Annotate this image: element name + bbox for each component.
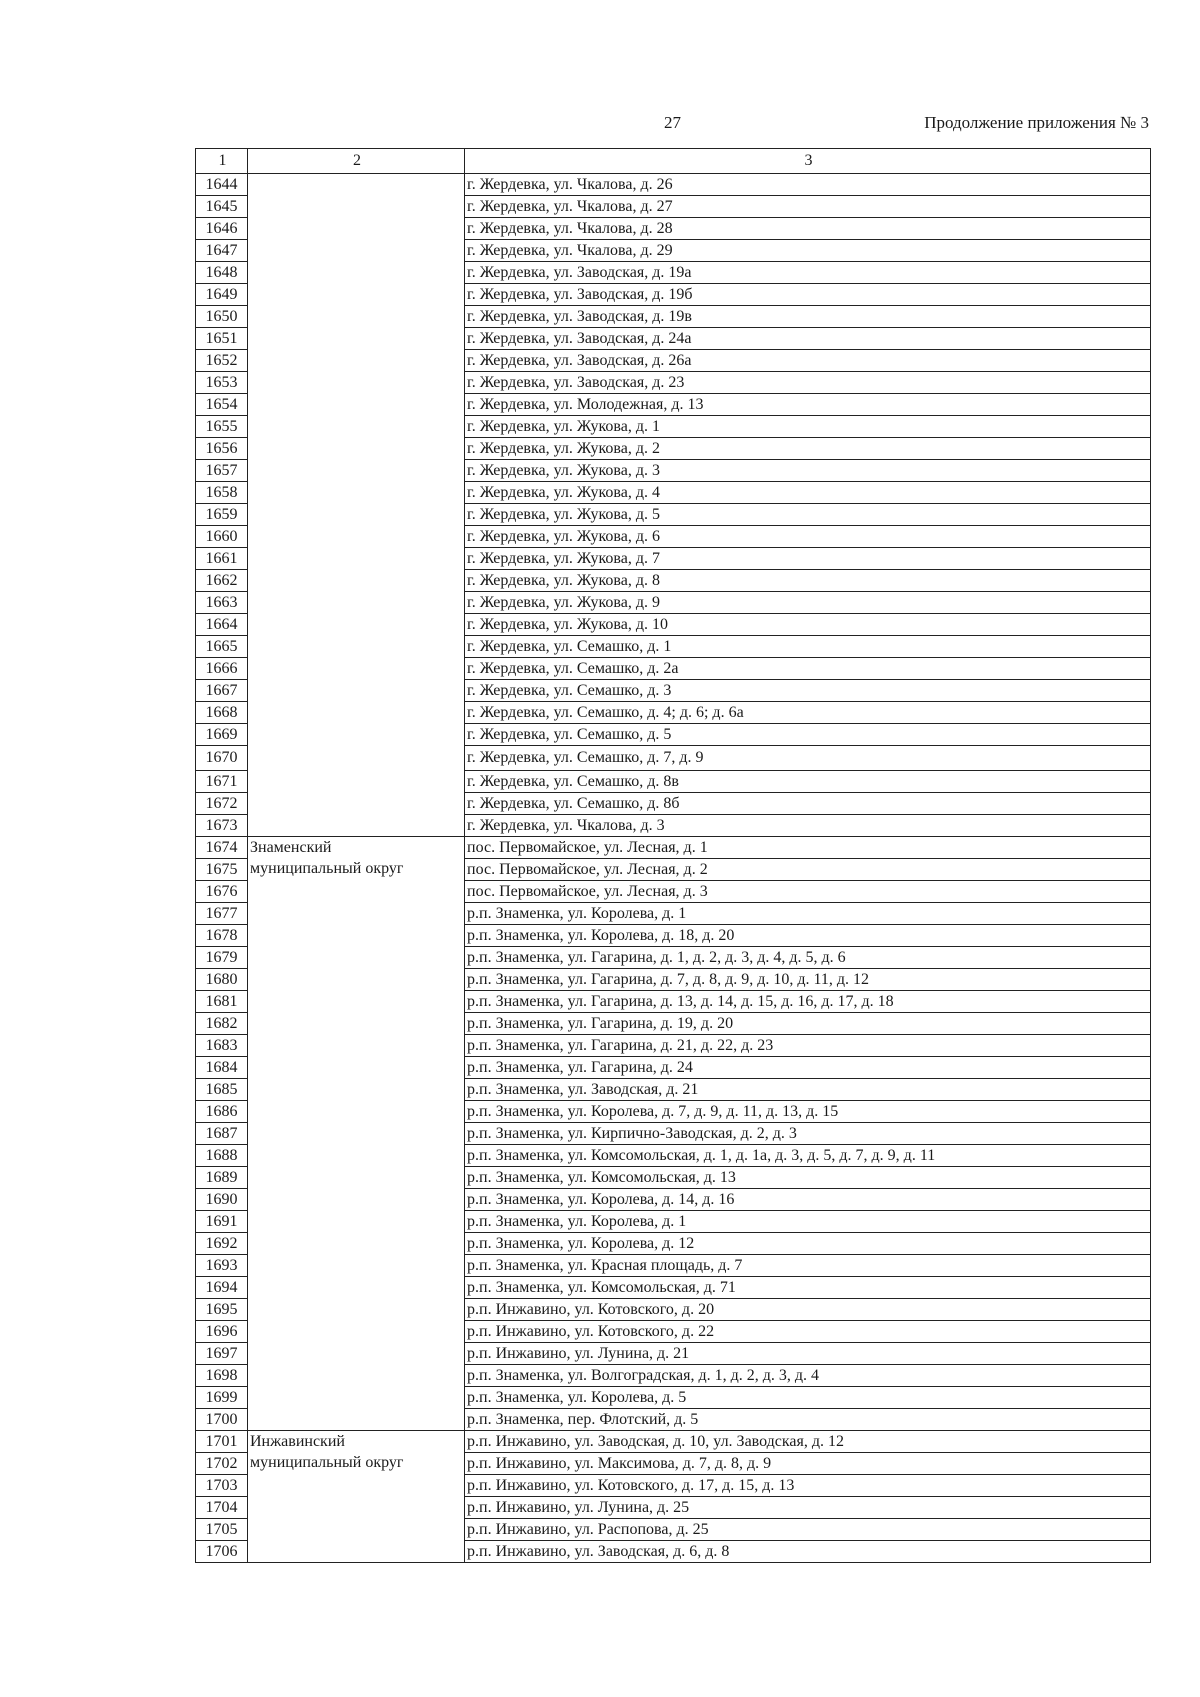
address-cell: г. Жердевка, ул. Жукова, д. 2 (465, 438, 1151, 460)
address-cell: р.п. Инжавино, ул. Котовского, д. 17, д. 15, д. 13 (465, 1475, 1151, 1497)
address-cell: р.п. Инжавино, ул. Заводская, д. 6, д. 8 (465, 1541, 1151, 1563)
address-cell: р.п. Знаменка, ул. Заводская, д. 21 (465, 1079, 1151, 1101)
row-number: 1645 (196, 196, 248, 218)
address-cell: г. Жердевка, ул. Жукова, д. 3 (465, 460, 1151, 482)
address-cell: г. Жердевка, ул. Заводская, д. 26а (465, 350, 1151, 372)
row-number: 1647 (196, 240, 248, 262)
address-cell: г. Жердевка, ул. Чкалова, д. 27 (465, 196, 1151, 218)
row-number: 1704 (196, 1497, 248, 1519)
address-cell: р.п. Инжавино, ул. Котовского, д. 22 (465, 1321, 1151, 1343)
row-number: 1661 (196, 548, 248, 570)
address-cell: р.п. Знаменка, ул. Королева, д. 14, д. 16 (465, 1189, 1151, 1211)
row-number: 1697 (196, 1343, 248, 1365)
appendix-continuation-note: Продолжение приложения № 3 (924, 113, 1149, 132)
row-number: 1690 (196, 1189, 248, 1211)
row-number: 1670 (196, 746, 248, 771)
address-cell: р.п. Знаменка, ул. Красная площадь, д. 7 (465, 1255, 1151, 1277)
row-number: 1679 (196, 947, 248, 969)
district-name-line: муниципальный округ (250, 860, 404, 877)
address-cell: р.п. Инжавино, ул. Лунина, д. 21 (465, 1343, 1151, 1365)
row-number: 1664 (196, 614, 248, 636)
row-number: 1657 (196, 460, 248, 482)
address-cell: г. Жердевка, ул. Семашко, д. 4; д. 6; д. 6а (465, 702, 1151, 724)
row-number: 1681 (196, 991, 248, 1013)
address-cell: г. Жердевка, ул. Чкалова, д. 29 (465, 240, 1151, 262)
address-cell: г. Жердевка, ул. Жукова, д. 5 (465, 504, 1151, 526)
address-cell: г. Жердевка, ул. Заводская, д. 24а (465, 328, 1151, 350)
row-number: 1653 (196, 372, 248, 394)
row-number: 1689 (196, 1167, 248, 1189)
address-cell: г. Жердевка, ул. Чкалова, д. 26 (465, 174, 1151, 196)
row-number: 1678 (196, 925, 248, 947)
address-cell: р.п. Знаменка, ул. Гагарина, д. 21, д. 22, д. 23 (465, 1035, 1151, 1057)
address-cell: р.п. Знаменка, ул. Комсомольская, д. 1, д. 1а, д. 3, д. 5, д. 7, д. 9, д. 11 (465, 1145, 1151, 1167)
address-cell: р.п. Знаменка, ул. Кирпично-Заводская, д. 2, д. 3 (465, 1123, 1151, 1145)
address-cell: р.п. Знаменка, ул. Королева, д. 18, д. 20 (465, 925, 1151, 947)
table-header-row (196, 149, 1151, 174)
address-cell: р.п. Инжавино, ул. Распопова, д. 25 (465, 1519, 1151, 1541)
address-cell: пос. Первомайское, ул. Лесная, д. 2 (465, 859, 1151, 881)
row-number: 1698 (196, 1365, 248, 1387)
row-number: 1685 (196, 1079, 248, 1101)
table-row (196, 174, 1151, 196)
address-cell: г. Жердевка, ул. Семашко, д. 5 (465, 724, 1151, 746)
row-number: 1649 (196, 284, 248, 306)
address-cell: р.п. Знаменка, ул. Гагарина, д. 7, д. 8, д. 9, д. 10, д. 11, д. 12 (465, 969, 1151, 991)
row-number: 1676 (196, 881, 248, 903)
address-cell: г. Жердевка, ул. Заводская, д. 19б (465, 284, 1151, 306)
address-cell: р.п. Знаменка, ул. Королева, д. 1 (465, 1211, 1151, 1233)
address-cell: г. Жердевка, ул. Семашко, д. 2а (465, 658, 1151, 680)
row-number: 1665 (196, 636, 248, 658)
row-number: 1702 (196, 1453, 248, 1475)
table-body (196, 149, 1151, 1563)
address-cell: г. Жердевка, ул. Жукова, д. 10 (465, 614, 1151, 636)
address-cell: г. Жердевка, ул. Заводская, д. 23 (465, 372, 1151, 394)
address-cell: р.п. Знаменка, ул. Комсомольская, д. 71 (465, 1277, 1151, 1299)
row-number: 1692 (196, 1233, 248, 1255)
address-cell: г. Жердевка, ул. Семашко, д. 3 (465, 680, 1151, 702)
column-header-2: 2 (248, 149, 465, 174)
address-cell: пос. Первомайское, ул. Лесная, д. 3 (465, 881, 1151, 903)
table-row (196, 837, 1151, 859)
address-cell: г. Жердевка, ул. Жукова, д. 9 (465, 592, 1151, 614)
row-number: 1655 (196, 416, 248, 438)
address-cell: г. Жердевка, ул. Жукова, д. 4 (465, 482, 1151, 504)
row-number: 1668 (196, 702, 248, 724)
row-number: 1674 (196, 837, 248, 859)
row-number: 1671 (196, 771, 248, 793)
address-cell: г. Жердевка, ул. Семашко, д. 8в (465, 771, 1151, 793)
row-number: 1695 (196, 1299, 248, 1321)
address-cell: р.п. Знаменка, пер. Флотский, д. 5 (465, 1409, 1151, 1431)
address-cell: р.п. Знаменка, ул. Гагарина, д. 1, д. 2, д. 3, д. 4, д. 5, д. 6 (465, 947, 1151, 969)
row-number: 1646 (196, 218, 248, 240)
row-number: 1683 (196, 1035, 248, 1057)
table-row (196, 1431, 1151, 1453)
address-cell: г. Жердевка, ул. Семашко, д. 7, д. 9 (465, 746, 1151, 771)
row-number: 1688 (196, 1145, 248, 1167)
row-number: 1650 (196, 306, 248, 328)
row-number: 1666 (196, 658, 248, 680)
district-name-line: Инжавинский (250, 1433, 345, 1450)
row-number: 1672 (196, 793, 248, 815)
address-cell: г. Жердевка, ул. Молодежная, д. 13 (465, 394, 1151, 416)
district-cell (248, 174, 465, 837)
address-cell: г. Жердевка, ул. Заводская, д. 19в (465, 306, 1151, 328)
district-name-line: муниципальный округ (250, 1454, 404, 1471)
row-number: 1682 (196, 1013, 248, 1035)
address-cell: р.п. Инжавино, ул. Максимова, д. 7, д. 8, д. 9 (465, 1453, 1151, 1475)
row-number: 1648 (196, 262, 248, 284)
row-number: 1686 (196, 1101, 248, 1123)
row-number: 1675 (196, 859, 248, 881)
row-number: 1684 (196, 1057, 248, 1079)
address-cell: г. Жердевка, ул. Жукова, д. 8 (465, 570, 1151, 592)
address-register-table (195, 148, 1151, 1563)
page-number: 27 (664, 113, 681, 132)
row-number: 1651 (196, 328, 248, 350)
row-number: 1654 (196, 394, 248, 416)
address-cell: г. Жердевка, ул. Семашко, д. 8б (465, 793, 1151, 815)
row-number: 1677 (196, 903, 248, 925)
address-cell: р.п. Знаменка, ул. Волгоградская, д. 1, д. 2, д. 3, д. 4 (465, 1365, 1151, 1387)
column-header-1: 1 (196, 149, 248, 174)
address-cell: р.п. Инжавино, ул. Котовского, д. 20 (465, 1299, 1151, 1321)
row-number: 1706 (196, 1541, 248, 1563)
address-cell: г. Жердевка, ул. Жукова, д. 7 (465, 548, 1151, 570)
row-number: 1652 (196, 350, 248, 372)
row-number: 1687 (196, 1123, 248, 1145)
row-number: 1644 (196, 174, 248, 196)
address-cell: г. Жердевка, ул. Жукова, д. 1 (465, 416, 1151, 438)
row-number: 1667 (196, 680, 248, 702)
address-cell: г. Жердевка, ул. Чкалова, д. 28 (465, 218, 1151, 240)
row-number: 1703 (196, 1475, 248, 1497)
address-cell: р.п. Знаменка, ул. Комсомольская, д. 13 (465, 1167, 1151, 1189)
address-cell: р.п. Знаменка, ул. Королева, д. 5 (465, 1387, 1151, 1409)
address-cell: р.п. Знаменка, ул. Гагарина, д. 13, д. 14, д. 15, д. 16, д. 17, д. 18 (465, 991, 1151, 1013)
row-number: 1691 (196, 1211, 248, 1233)
row-number: 1680 (196, 969, 248, 991)
row-number: 1663 (196, 592, 248, 614)
row-number: 1694 (196, 1277, 248, 1299)
address-cell: р.п. Знаменка, ул. Гагарина, д. 19, д. 20 (465, 1013, 1151, 1035)
address-cell: г. Жердевка, ул. Семашко, д. 1 (465, 636, 1151, 658)
column-header-3: 3 (465, 149, 1151, 174)
address-cell: г. Жердевка, ул. Заводская, д. 19а (465, 262, 1151, 284)
row-number: 1699 (196, 1387, 248, 1409)
row-number: 1705 (196, 1519, 248, 1541)
address-cell: р.п. Знаменка, ул. Королева, д. 7, д. 9, д. 11, д. 13, д. 15 (465, 1101, 1151, 1123)
address-cell: р.п. Знаменка, ул. Королева, д. 12 (465, 1233, 1151, 1255)
address-cell: р.п. Инжавино, ул. Заводская, д. 10, ул. Заводская, д. 12 (465, 1431, 1151, 1453)
address-cell: р.п. Инжавино, ул. Лунина, д. 25 (465, 1497, 1151, 1519)
row-number: 1693 (196, 1255, 248, 1277)
row-number: 1701 (196, 1431, 248, 1453)
row-number: 1662 (196, 570, 248, 592)
row-number: 1669 (196, 724, 248, 746)
address-cell: г. Жердевка, ул. Чкалова, д. 3 (465, 815, 1151, 837)
address-cell: г. Жердевка, ул. Жукова, д. 6 (465, 526, 1151, 548)
row-number: 1656 (196, 438, 248, 460)
row-number: 1658 (196, 482, 248, 504)
district-cell (248, 1431, 465, 1563)
address-cell: пос. Первомайское, ул. Лесная, д. 1 (465, 837, 1151, 859)
address-cell: р.п. Знаменка, ул. Королева, д. 1 (465, 903, 1151, 925)
district-name-line: Знаменский (250, 839, 332, 856)
row-number: 1673 (196, 815, 248, 837)
row-number: 1700 (196, 1409, 248, 1431)
row-number: 1659 (196, 504, 248, 526)
district-cell (248, 837, 465, 1431)
row-number: 1660 (196, 526, 248, 548)
row-number: 1696 (196, 1321, 248, 1343)
address-cell: р.п. Знаменка, ул. Гагарина, д. 24 (465, 1057, 1151, 1079)
